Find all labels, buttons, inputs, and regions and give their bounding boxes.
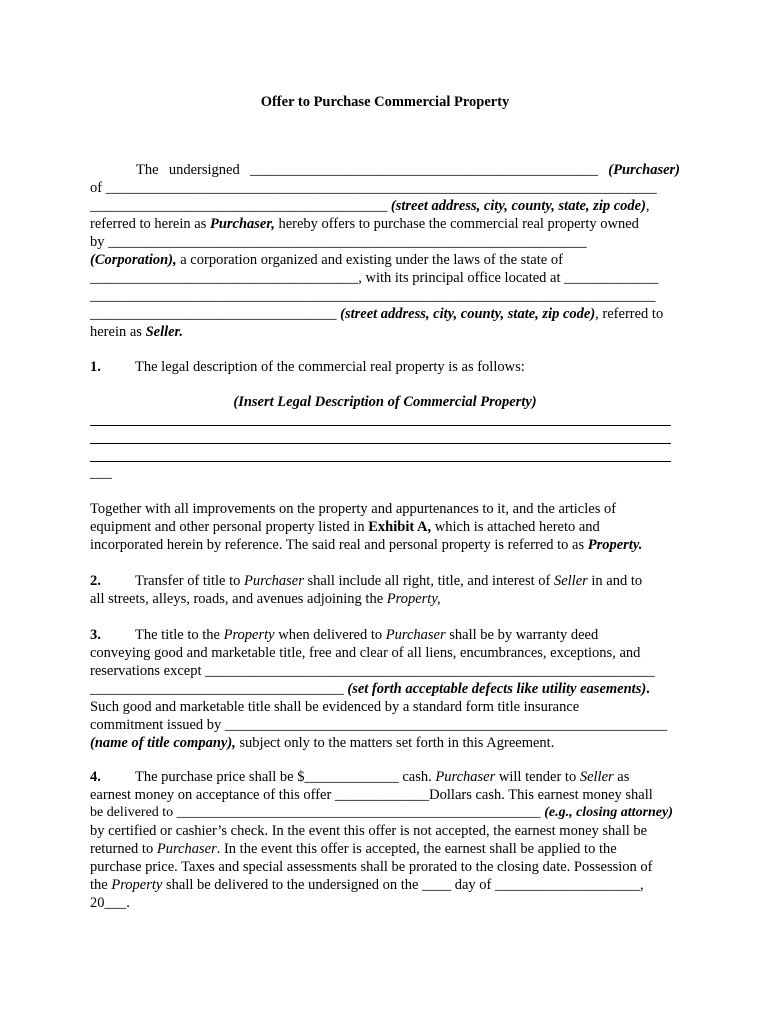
legal-description-line-3 [90, 461, 671, 462]
section-3-line-2: conveying good and marketable title, free and clear of all liens, encumbrances, exceptions, and [90, 645, 641, 661]
intro-line-5: by __________________________________________________________________ [90, 234, 587, 250]
section-4-line-6: purchase price. Taxes and special assessments shall be prorated to the closing date. Possession of [90, 859, 653, 875]
section-4-line-8: 20___. [90, 895, 130, 911]
intro-line-4: referred to herein as Purchaser, hereby offers to purchase the commercial real property owned [90, 216, 639, 232]
intro-line-6: (Corporation), a corporation organized and existing under the laws of the state of [90, 252, 563, 268]
intro-line-7: _____________________________________, with its principal office located at _____________ [90, 270, 659, 286]
section-3-line-4: ___________________________________ (set forth acceptable defects like utility easements). [90, 681, 650, 697]
intro-line-8: ______________________________________________________________________________ [90, 288, 656, 304]
section-4-line-5: returned to Purchaser. In the event this offer is accepted, the earnest shall be applied to the [90, 841, 617, 857]
legal-description-line-1 [90, 425, 671, 426]
intro-line-1: The undersigned ________________________________________________ (Purchaser) [136, 162, 680, 178]
legal-description-line-2 [90, 443, 671, 444]
section-3-line-5: Such good and marketable title shall be evidenced by a standard form title insurance [90, 699, 580, 715]
section-1-number: 1. [90, 359, 101, 375]
section-2-line-2: all streets, alleys, roads, and avenues adjoining the Property, [90, 591, 441, 607]
section-4-line-4: by certified or cashier’s check. In the event this offer is not accepted, the earnest money shall be [90, 823, 648, 839]
section-4-number: 4. [90, 769, 101, 785]
together-line-1: Together with all improvements on the property and appurtenances to it, and the articles of [90, 501, 617, 517]
document-title: Offer to Purchase Commercial Property [260, 94, 510, 110]
section-3-line-7: (name of title company), subject only to the matters set forth in this Agreement. [90, 735, 555, 751]
section-2-line-1: 2. Transfer of title to Purchaser shall include all right, title, and interest of Seller in and to [90, 573, 643, 589]
section-3-number: 3. [90, 627, 101, 643]
section-4-line-1: 4. The purchase price shall be $_____________ cash. Purchaser will tender to Seller as [90, 769, 630, 785]
section-4-line-7: the Property shall be delivered to the undersigned on the ____ day of ____________________, [90, 877, 644, 893]
section-3-line-6: commitment issued by _____________________________________________________________ [90, 717, 668, 733]
together-line-2: equipment and other personal property listed in Exhibit A, which is attached hereto and [90, 519, 600, 535]
document-page: Offer to Purchase Commercial Property The undersigned ________________________________________________ (Purchaser) of ____________________________________________________________________________ _________________________________________ (street address, city, county, state, zip code), referred to herein as Purchaser, hereby offers to purchase the commercial real property owned by __________________________________________________________________ (Corporation), a corporation organized and existing under the laws of the state of _____________________________________, with its principal office located at _____________ ______________________________________________________________________________ __________________________________ (street address, city, county, state, zip code), referred to herein as Seller. 1. The legal description of the commercial real property is as follows: (Insert Legal Description of Commercial Property) ___ Together with all improvements on the property and appurtenances to it, and the articles of equipment and other personal property listed in Exhibit A, which is attached hereto and incorporated herein by reference. The said real and personal property is referred to as Property. 2. Transfer of title to Purchaser shall include all right, title, and interest of Seller in and to all streets, alleys, roads, and avenues adjoining the Property, 3. The title to the Property when delivered to Purchaser shall be by warranty deed conveying good and marketable title, free and clear of all liens, encumbrances, exceptions, and reservations except ______________________________________________________________ ___________________________________ (set forth acceptable defects like utility easements). Such good and marketable title shall be evidenced by a standard form title insurance commitment issued by _____________________________________________________________ (name of title company), subject only to the matters set forth in this Agreement. 4. The purchase price shall be $_____________ cash. Purchaser will tender to Seller as earnest money on acceptance of this offer _____________Dollars cash. This earnest money shall be delivered to ____________________________________________________ (e.g., closing attorney) by certified or cashier’s check. In the event this offer is not accepted, the earnest money shall be returned to Purchaser. In the event this offer is accepted, the earnest shall be applied to the purchase price. Taxes and special assessments shall be prorated to the closing date. Possession of the Property shall be delivered to the undersigned on the ____ day of ____________________, 20___. [0, 0, 770, 1024]
legal-description-label: (Insert Legal Description of Commercial Property) [233, 394, 537, 410]
section-4-line-3: be delivered to ____________________________________________________ (e.g., closing attorney) [90, 805, 673, 820]
section-1-line: 1. The legal description of the commercial real property is as follows: [90, 359, 525, 375]
section-4-line-2: earnest money on acceptance of this offer _____________Dollars cash. This earnest money shall [90, 787, 653, 803]
section-2-number: 2. [90, 573, 101, 589]
together-line-3: incorporated herein by reference. The said real and personal property is referred to as Property. [90, 537, 643, 553]
intro-line-9: __________________________________ (street address, city, county, state, zip code), referred to [90, 306, 664, 322]
section-3-line-1: 3. The title to the Property when delivered to Purchaser shall be by warranty deed [90, 627, 599, 643]
section-3-line-3: reservations except ______________________________________________________________ [90, 663, 655, 679]
intro-line-10: herein as Seller. [90, 324, 184, 340]
intro-line-3: _________________________________________ (street address, city, county, state, zip code), [90, 198, 650, 214]
intro-line-2: of ____________________________________________________________________________ [90, 180, 657, 196]
